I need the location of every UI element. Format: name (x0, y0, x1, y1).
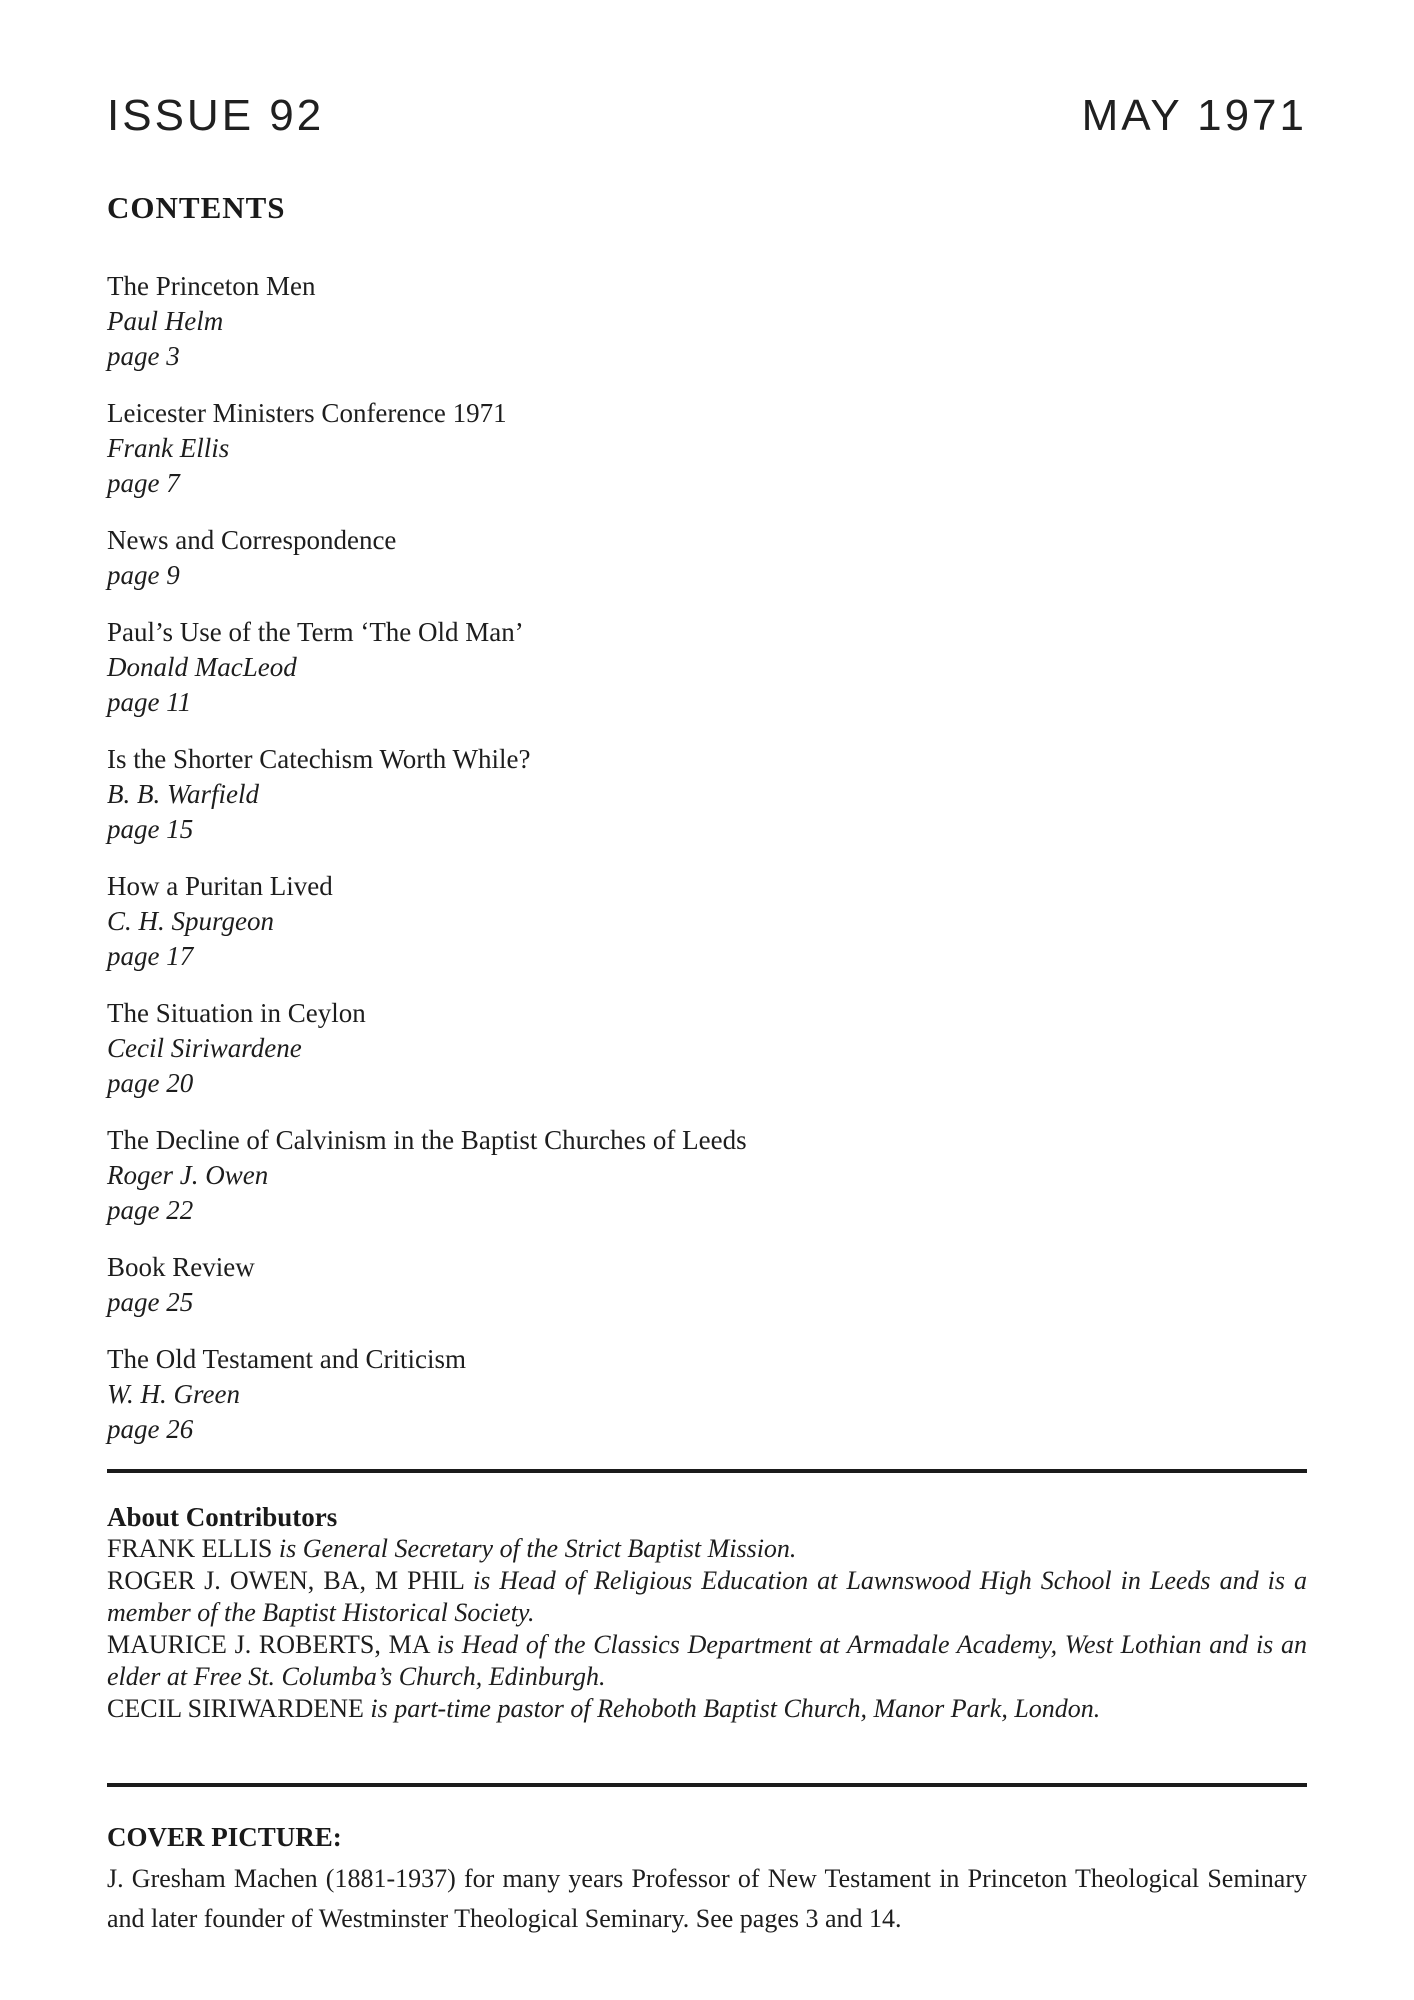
contributors-list (107, 1533, 1307, 1725)
entry-title: Book Review (107, 1252, 255, 1282)
cover-picture-description: J. Gresham Machen (1881-1937) for many years Professor of New Testament in Princeton Theological Seminary and later founder of Westminster Theological Seminary. See pages 3 and 14. (107, 1864, 1307, 1933)
entry-title: The Decline of Calvinism in the Baptist Churches of Leeds (107, 1125, 747, 1155)
entry-author: Cecil Siriwardene (107, 1033, 302, 1063)
contents-entry (107, 1342, 1307, 1447)
entry-title: Paul’s Use of the Term ‘The Old Man’ (107, 617, 524, 647)
contents-entry (107, 1123, 1307, 1228)
cover-picture-heading: COVER PICTURE: (107, 1822, 342, 1852)
entry-page: page 11 (107, 687, 192, 717)
entry-author: Frank Ellis (107, 433, 230, 463)
page-header (107, 91, 1307, 140)
contributor-item (107, 1565, 1307, 1629)
contents-entry (107, 396, 1307, 501)
entry-title: Leicester Ministers Conference 1971 (107, 398, 507, 428)
date-label: MAY 1971 (1081, 91, 1307, 140)
entry-title: Is the Shorter Catechism Worth While? (107, 744, 531, 774)
section-divider (107, 1469, 1307, 1473)
entry-author: B. B. Warfield (107, 779, 259, 809)
contributor-item (107, 1693, 1307, 1725)
entry-page: page 15 (107, 814, 194, 844)
contents-entry (107, 1250, 1307, 1320)
contents-entry (107, 996, 1307, 1101)
entry-page: page 20 (107, 1068, 194, 1098)
contributor-description: is General Secretary of the Strict Baptist Mission. (278, 1534, 797, 1563)
entry-author: C. H. Spurgeon (107, 906, 274, 936)
entry-title: News and Correspondence (107, 525, 397, 555)
contents-entry (107, 523, 1307, 593)
contributor-name: FRANK ELLIS (107, 1534, 273, 1563)
contributor-description: is Head of the Classics Department at Armadale Academy, West Lothian and is an elder at Free St. Columba’s Church, Edinburgh. (107, 1630, 1307, 1691)
contributor-name: CECIL SIRIWARDENE (107, 1694, 364, 1723)
contents-heading: CONTENTS (107, 190, 286, 225)
entry-title: The Princeton Men (107, 271, 316, 301)
entry-author: Donald MacLeod (107, 652, 297, 682)
contributor-name: ROGER J. OWEN, BA, M PHIL (107, 1566, 464, 1595)
contributor-description: is part-time pastor of Rehoboth Baptist Church, Manor Park, London. (370, 1694, 1101, 1723)
contents-entry (107, 269, 1307, 374)
contributor-item (107, 1629, 1307, 1693)
entry-author: Roger J. Owen (107, 1160, 269, 1190)
contents-entry (107, 615, 1307, 720)
section-divider (107, 1783, 1307, 1787)
entry-page: page 3 (107, 341, 180, 371)
entry-page: page 25 (107, 1287, 194, 1317)
entry-title: The Situation in Ceylon (107, 998, 366, 1028)
contents-entry (107, 742, 1307, 847)
contributor-description: is Head of Religious Education at Lawnswood High School in Leeds and is a member of the Baptist Historical Society. (107, 1566, 1307, 1627)
entry-title: How a Puritan Lived (107, 871, 333, 901)
contributors-heading: About Contributors (107, 1502, 338, 1532)
issue-label: ISSUE 92 (107, 91, 325, 140)
entry-author: Paul Helm (107, 306, 224, 336)
entry-page: page 17 (107, 941, 194, 971)
entry-page: page 9 (107, 560, 180, 590)
contributors-section (107, 1501, 1307, 1725)
entry-title: The Old Testament and Criticism (107, 1344, 467, 1374)
entry-page: page 22 (107, 1195, 194, 1225)
contributor-name: MAURICE J. ROBERTS, MA (107, 1630, 430, 1659)
entry-page: page 7 (107, 468, 180, 498)
cover-picture-section (107, 1821, 1307, 1939)
entry-author: W. H. Green (107, 1379, 240, 1409)
contents-list (107, 269, 1307, 1447)
contents-entry (107, 869, 1307, 974)
document-page (107, 0, 1307, 1939)
entry-page: page 26 (107, 1414, 194, 1444)
contributor-item (107, 1533, 1307, 1565)
